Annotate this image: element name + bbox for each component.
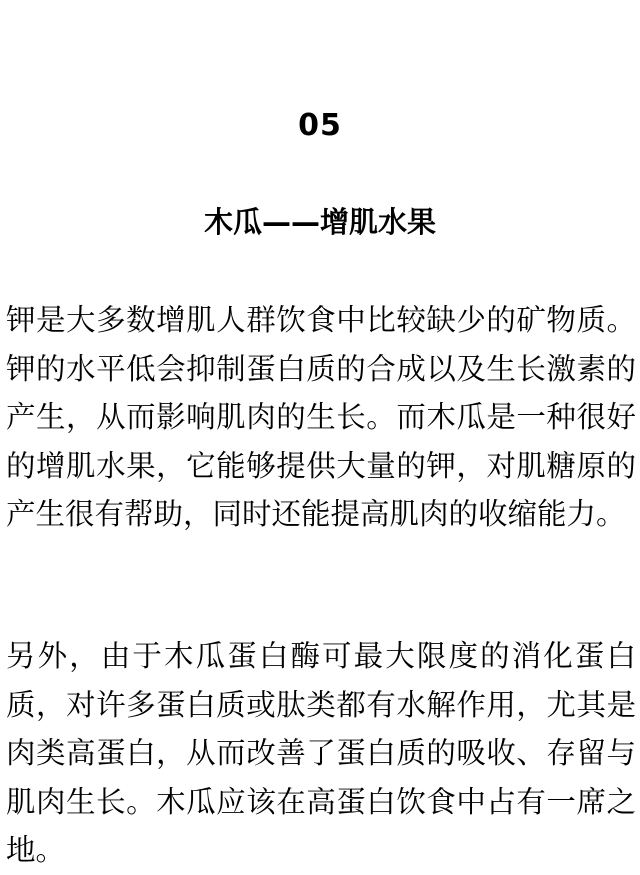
section-number: 05	[298, 108, 342, 143]
paragraph-potassium: 钾是大多数增肌人群饮食中比较缺少的矿物质。钾的水平低会抑制蛋白质的合成以及生长激素的产生，从而影响肌肉的生长。而木瓜是一种很好的增肌水果，它能够提供大量的钾，对肌糖原的产生很有帮助，同时还能提高肌肉的收缩能力。	[6, 303, 636, 531]
paragraph-papain: 另外，由于木瓜蛋白酶可最大限度的消化蛋白质，对许多蛋白质或肽类都有水解作用，尤其是肉类高蛋白，从而改善了蛋白质的吸收、存留与肌肉生长。木瓜应该在高蛋白饮食中占有一席之地。	[6, 639, 636, 867]
section-title: 木瓜——增肌水果	[203, 205, 436, 239]
